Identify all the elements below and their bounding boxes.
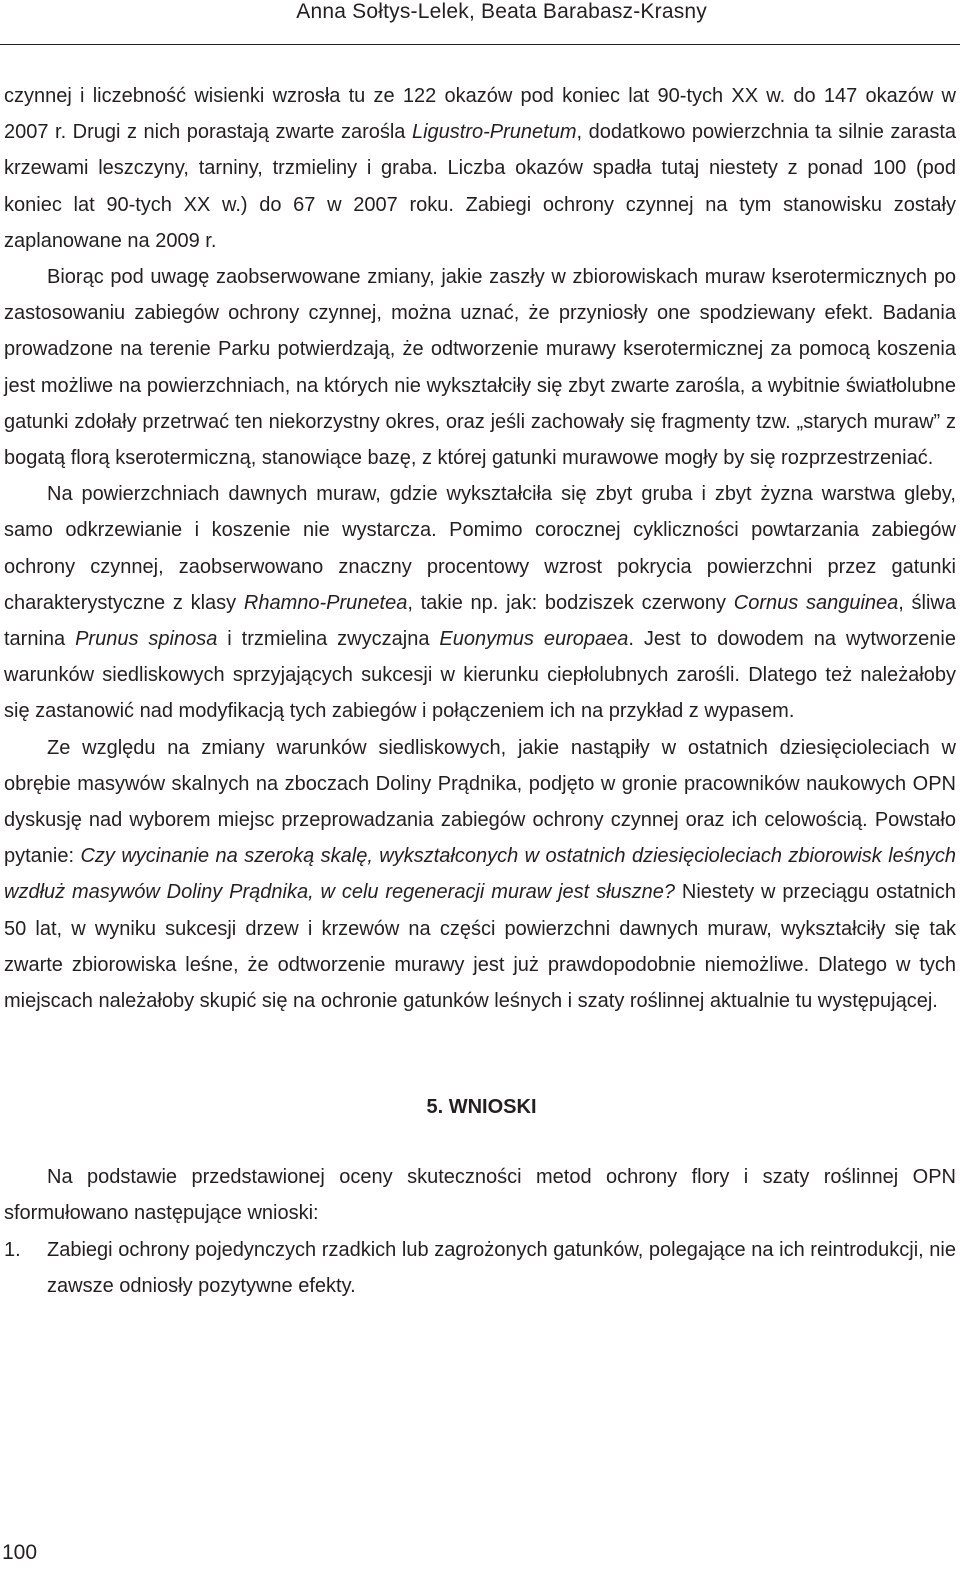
paragraph-3-italic-2: Cornus sanguinea [733,591,899,614]
page-body [4,78,956,1304]
paragraph-1 [4,78,956,259]
paragraph-2: Biorąc pod uwagę zaobserwowane zmiany, jakie zaszły w zbiorowiskach muraw kserotermicznych po zastosowaniu zabiegów ochrony czynnej, można uznać, że przyniosły one spodziewany efekt. Badania prowadzone na terenie Parku potwierdzają, że odtworzenie murawy kserotermicznej za pomocą koszenia jest możliwe na powierzchniach, na których nie wykształciły się zbyt zwarte zarośla, a wybitnie światłolubne gatunki zdołały przetrwać ten niekorzystny okres, oraz jeśli zachowały się fragmenty tzw. „starych muraw” z bogatą florą kserotermiczną, stanowiące bazę, z której gatunki murawowe mogły by się rozprzestrzeniać. [4,266,956,470]
paragraph-3-text-4: i trzmielina zwyczajna [217,628,440,651]
paragraph-3-text-2: , takie np. jak: bodziszek czerwony [407,591,734,614]
paragraph-1-text-1: czynnej i liczebność wisienki wzrosła tu ze 122 okazów pod koniec lat 90-tych XX w. do 147 okazów w 2007 r. Drugi z nich porastają zwarte zarośla [4,85,956,144]
paragraph-3-text-5: . Jest to dowodem na wytworzenie warunków siedliskowych sprzyjających sukcesji w kierunku ciepłolubnych zarośli. Dlatego też należałoby się zastanowić nad modyfikacją tych zabiegów i połączeniem ich na przykład z wypasem. [4,628,956,723]
paragraph-4-text-2: Niestety w przeciągu ostatnich 50 lat, w wyniku sukcesji drzew i krzewów na części powierzchni dawnych muraw, wykształciły się tak zwarte zbiorowiska leśne, że odtworzenie murawy jest już prawdopodobnie niemożliwe. Dlatego w tych miejscach należałoby skupić się na ochronie gatunków leśnych i szaty roślinnej aktualnie tu występującej. [4,881,956,1013]
paragraph-1-italic-1: Ligustro-Prunetum [411,121,577,144]
list-item-text: Zabiegi ochrony pojedynczych rzadkich lub zagrożonych gatunków, polegające na ich reintrodukcji, nie zawsze odniosły pozytywne efekty. [47,1238,956,1297]
paragraph-1-text-2: , dodatkowo powierzchnia ta silnie zarasta krzewami leszczyny, tarniny, trzmieliny i graba. Liczba okazów spadła tutaj niestety z ponad 100 (pod koniec lat 90-tych XX w.) do 67 w 2007 roku. Zabiegi ochrony czynnej na tym stanowisku zostały zaplanowane na 2009 r. [4,121,956,252]
list-item-number: 1. [4,1238,21,1261]
page-number: 100 [2,1541,38,1564]
paragraph-5: Na podstawie przedstawionej oceny skuteczności metod ochrony flory i szaty roślinnej OPN sformułowano następujące wnioski: [4,1166,956,1225]
paragraph-3-text-3: , śliwa tarnina [4,591,956,651]
paragraph-3-text-1: Na powierzchniach dawnych muraw, gdzie wykształciła się zbyt gruba i zbyt żyzna warstwa gleby, samo odkrzewianie i koszenie nie wystarcza. Pomimo corocznej cykliczności powtarzania zabiegów ochrony czynnej, zaobserwowano znaczny procentowy wzrost pokrycia powierzchni przez gatunki charakterystyczne z klasy [4,483,956,614]
paragraph-3-italic-4: Euonymus europaea [439,628,629,651]
paragraph-4-text-1: Ze względu na zmiany warunków siedliskowych, jakie nastąpiły w ostatnich dziesięcioleciach w obrębie masywów skalnych na zboczach Doliny Prądnika, podjęto w gronie pracowników naukowych OPN dyskusję nad wyborem miejsc przeprowadzania zabiegów ochrony czynnej oraz ich celowością. Powstało pytanie: [4,736,956,868]
list-item [4,1232,956,1304]
section-heading: 5. WNIOSKI [426,1096,537,1119]
running-header: Anna Sołtys-Lelek, Beata Barabasz-Krasny [296,0,707,23]
paragraph-3 [4,476,956,729]
paragraph-4 [4,730,956,1020]
header-rule [0,44,960,45]
paragraph-4-italic-1: Czy wycinanie na szeroką skalę, wykształconych w ostatnich dziesięcioleciach zbiorowisk leśnych wzdłuż masywów Doliny Prądnika, w celu regeneracji muraw jest słuszne? [4,845,957,904]
paragraph-3-italic-3: Prunus spinosa [75,628,218,651]
paragraph-3-italic-1: Rhamno-Prunetea [243,591,408,614]
